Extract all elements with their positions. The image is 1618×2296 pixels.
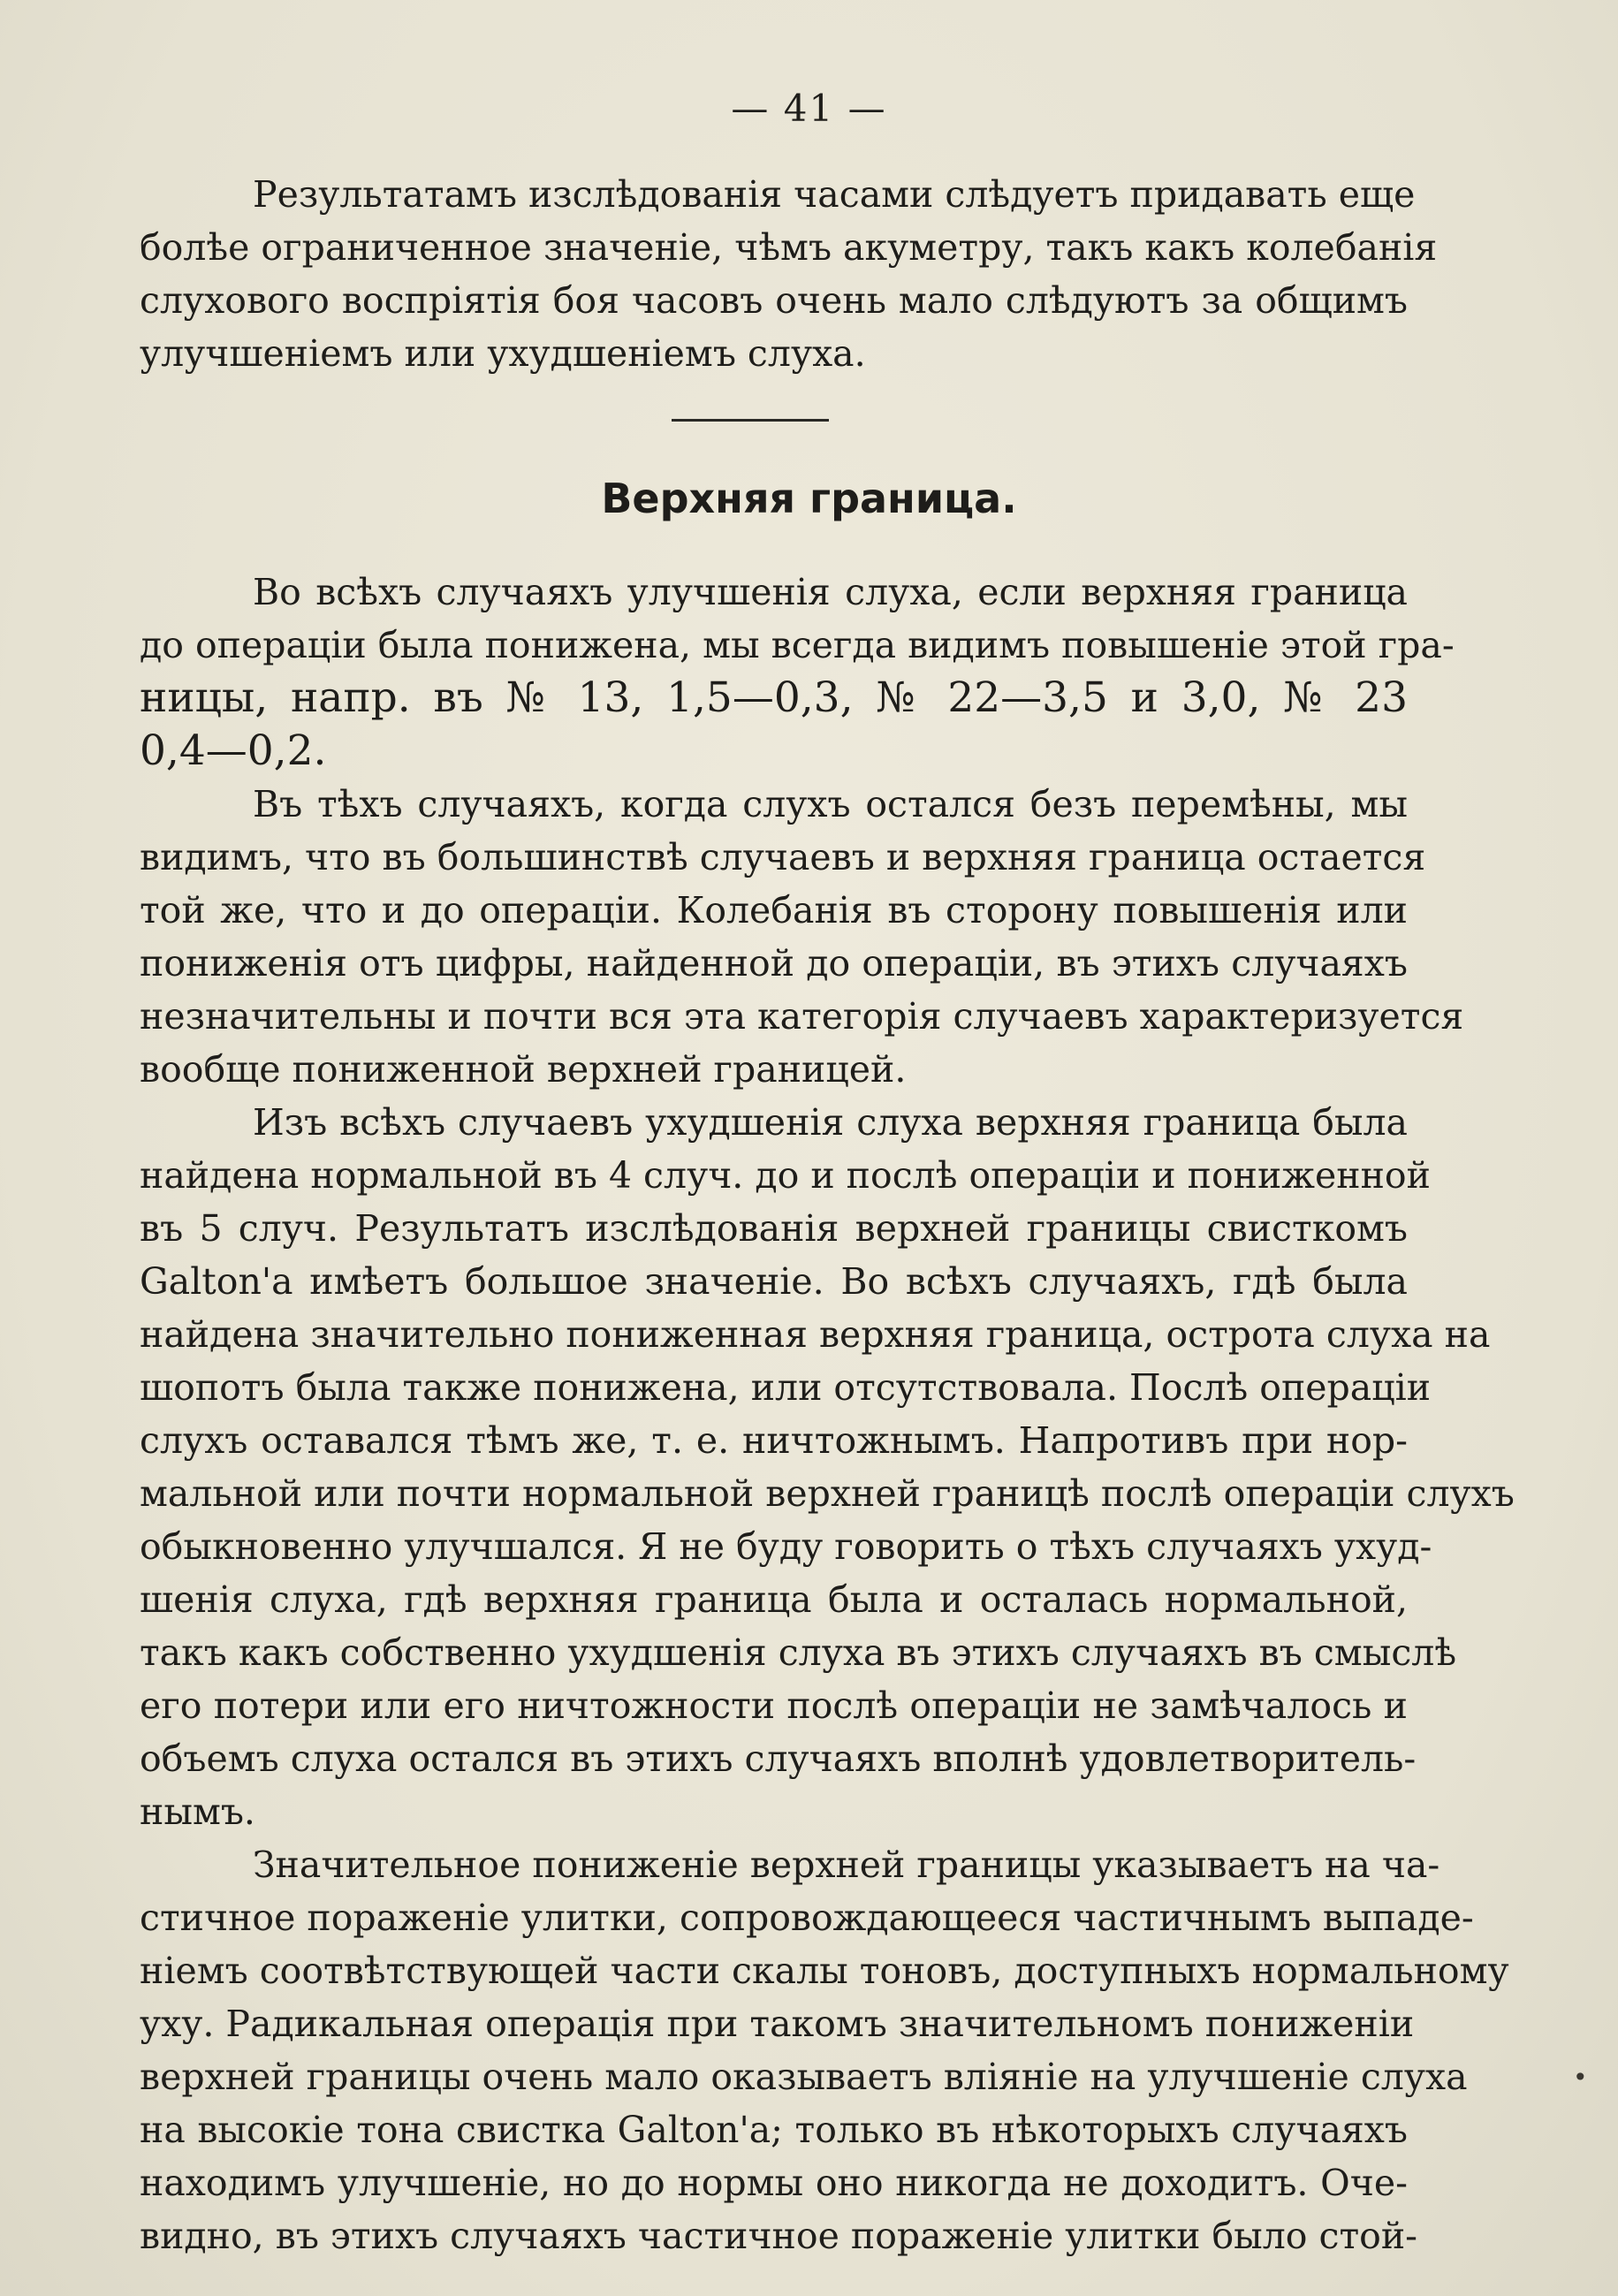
text-line: до операціи была понижена, мы всегда видимъ повышеніе этой гра- (140, 624, 1455, 666)
text-line: болѣе ограниченное значеніе, чѣмъ акуметру, такъ какъ колебанія (140, 226, 1438, 269)
text-line: его потери или его ничтожности послѣ операціи не замѣчалось и (140, 1684, 1408, 1727)
text-line: объемъ слуха остался въ этихъ случаяхъ вполнѣ удовлетворитель- (140, 1737, 1417, 1780)
text-line: стичное пораженіе улитки, сопровождающееся частичнымъ выпаде- (140, 1897, 1474, 1939)
text-line: Результатамъ изслѣдованія часами слѣдуетъ придавать еще (253, 173, 1416, 216)
intro-paragraph (140, 168, 1438, 380)
text-line: Значительное пониженіе верхней границы указываетъ на ча- (253, 1844, 1440, 1886)
text-line: видимъ, что въ большинствѣ случаевъ и верхняя граница остается (140, 836, 1426, 878)
text-line: въ 5 случ. Результатъ изслѣдованія верхней границы свисткомъ (140, 1207, 1408, 1250)
text-line: шенія слуха, гдѣ верхняя граница была и осталась нормальной, (140, 1578, 1408, 1621)
text-line: пониженія отъ цифры, найденной до операціи, въ этихъ случаяхъ (140, 942, 1408, 985)
text-line: Galton'а имѣетъ большое значеніе. Во всѣхъ случаяхъ, гдѣ была (140, 1260, 1408, 1303)
text-line: найдена нормальной въ 4 случ. до и послѣ операціи и пониженной (140, 1154, 1431, 1197)
text-line: вообще пониженной верхней границей. (140, 1048, 907, 1091)
text-line: той же, что и до операціи. Колебанія въ сторону повышенія или (140, 889, 1408, 931)
body-text (140, 566, 1515, 2262)
text-line: 0,4—0,2. (140, 726, 327, 775)
text-line: такъ какъ собственно ухудшенія слуха въ этихъ случаяхъ въ смыслѣ (140, 1631, 1457, 1674)
text-line: улучшеніемъ или ухудшеніемъ слуха. (140, 332, 866, 375)
text-line: незначительны и почти вся эта категорія случаевъ характеризуется (140, 995, 1464, 1038)
section-title: Верхняя граница. (601, 475, 1017, 522)
text-line: Изъ всѣхъ случаевъ ухудшенія слуха верхняя граница была (253, 1101, 1408, 1144)
text-line: слухъ оставался тѣмъ же, т. е. ничтожнымъ. Напротивъ при нор- (140, 1419, 1408, 1462)
text-line: слухового воспріятія боя часовъ очень мало слѣдуютъ за общимъ (140, 279, 1408, 322)
text-line: находимъ улучшеніе, но до нормы оно никогда не доходитъ. Оче- (140, 2162, 1408, 2204)
text-line: найдена значительно пониженная верхняя граница, острота слуха на (140, 1313, 1491, 1356)
text-line: нымъ. (140, 1790, 255, 1833)
text-line: Въ тѣхъ случаяхъ, когда слухъ остался безъ перемѣны, мы (253, 783, 1408, 825)
text-line: ніемъ соотвѣтствующей части скалы тоновъ, доступныхъ нормальному (140, 1950, 1509, 1992)
margin-mark-icon: • (1573, 2063, 1588, 2092)
text-line: видно, въ этихъ случаяхъ частичное пораженіе улитки было стой- (140, 2215, 1418, 2257)
section-divider (672, 419, 829, 422)
text-line: уху. Радикальная операція при такомъ значительномъ пониженіи (140, 2003, 1415, 2045)
text-line: ницы, напр. въ № 13, 1,5—0,3, № 22—3,5 и 3,0, № 23 (140, 673, 1408, 722)
text-line: мальной или почти нормальной верхней границѣ послѣ операціи слухъ (140, 1472, 1515, 1515)
text-line: обыкновенно улучшался. Я не буду говорить о тѣхъ случаяхъ ухуд- (140, 1525, 1432, 1568)
text-line: верхней границы очень мало оказываетъ вліяніе на улучшеніе слуха (140, 2056, 1468, 2098)
text-line: на высокіе тона свистка Galton'а; только въ нѣкоторыхъ случаяхъ (140, 2109, 1408, 2151)
page-number: — 41 — (731, 87, 887, 130)
text-line: Во всѣхъ случаяхъ улучшенія слуха, если верхняя граница (253, 571, 1408, 613)
text-line: шопотъ была также понижена, или отсутствовала. Послѣ операціи (140, 1366, 1432, 1409)
